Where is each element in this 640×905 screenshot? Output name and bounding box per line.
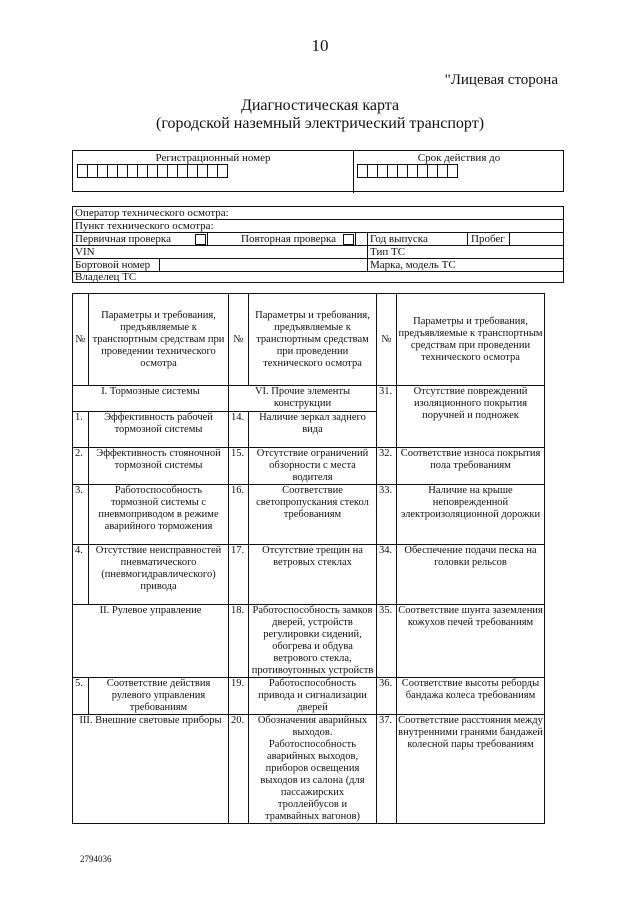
operator-info-block — [72, 206, 564, 283]
item-number: 35. — [377, 605, 397, 678]
digit-cell[interactable] — [447, 164, 458, 178]
param-header: Параметры и требования, предъявляемые к транспортным средствам при проведении технического осмотра — [89, 294, 229, 386]
document-subtitle: (городской наземный электрический транспорт) — [155, 115, 485, 132]
reg-number-cells[interactable] — [77, 164, 227, 178]
item-number: 32. — [377, 448, 397, 485]
item-number: 33. — [377, 485, 397, 545]
table-header-row — [73, 294, 545, 386]
vin-label: VIN — [75, 246, 95, 258]
vehicle-type-label: Тип ТС — [370, 246, 406, 258]
item-number: 19. — [229, 678, 249, 715]
section-heading: I. Тормозные системы — [73, 386, 229, 412]
item-text: Соответствие шунта заземления кожухов печей требованиям — [397, 605, 545, 678]
item-number: 4. — [73, 545, 89, 605]
table-row — [73, 545, 545, 605]
item-number: 5. — [73, 678, 89, 715]
registration-block — [72, 150, 564, 192]
item-number: 36. — [377, 678, 397, 715]
item-number: 1. — [73, 412, 89, 448]
table-row — [73, 678, 545, 715]
item-text: Соответствие высоты реборды бандажа колеса требованиям — [397, 678, 545, 715]
table-row — [73, 715, 545, 824]
valid-until-label: Срок действия до — [417, 152, 501, 164]
item-text: Обеспечение подачи песка на головки рельсов — [397, 545, 545, 605]
check-row — [73, 233, 563, 246]
item-text: Работоспособность замков дверей, устройств регулировки сидений, обогрева и обдува ветрового стекла, противоугонных устройств — [249, 605, 377, 678]
item-text: Работоспособность тормозной системы с пневмоприводом в режиме аварийного торможения — [89, 485, 229, 545]
reg-number-label: Регистрационный номер — [155, 152, 271, 164]
item-text: Наличие зеркал заднего вида — [249, 412, 377, 448]
table-row — [73, 448, 545, 485]
item-text: Отсутствие неисправностей пневматического (пневмогидравлического) привода — [89, 545, 229, 605]
item-text: Обозначения аварийных выходов. Работоспособность аварийных выходов, приборов освещения выходов из салона (для пассажирских троллейбусов и трамвайных вагонов) — [249, 715, 377, 824]
item-number: 34. — [377, 545, 397, 605]
num-header: № — [377, 294, 397, 386]
item-text: Работоспособность привода и сигнализации дверей — [249, 678, 377, 715]
operator-row — [73, 207, 563, 220]
operator-label: Оператор технического осмотра: — [75, 207, 229, 219]
item-number: 14. — [229, 412, 249, 448]
item-number: 17. — [229, 545, 249, 605]
item-number: 16. — [229, 485, 249, 545]
station-row — [73, 220, 563, 233]
table-row — [73, 485, 545, 545]
make-model-label: Марка, модель ТС — [370, 259, 456, 271]
item-text: Наличие на крыше неповрежденной электроизоляционной дорожки — [397, 485, 545, 545]
mileage-label: Пробег — [471, 233, 505, 245]
table-row — [73, 386, 545, 412]
item-number: 20. — [229, 715, 249, 824]
repeat-check-box[interactable] — [343, 234, 354, 245]
section-heading: VI. Прочие элементы конструкции — [229, 386, 377, 412]
primary-check-label: Первичная проверка — [75, 233, 171, 245]
side-label: "Лицевая сторона — [444, 72, 558, 88]
item-number: 15. — [229, 448, 249, 485]
footer-code: 2794036 — [80, 854, 112, 864]
item-text: Отсутствие повреждений изоляционного покрытия поручней и подножек — [397, 386, 545, 448]
section-heading: III. Внешние световые приборы — [73, 715, 229, 824]
item-number: 37. — [377, 715, 397, 824]
board-number-label: Бортовой номер — [75, 259, 151, 271]
repeat-check-label: Повторная проверка — [241, 233, 337, 245]
owner-label: Владелец ТС — [75, 271, 137, 283]
param-header: Параметры и требования, предъявляемые к транспортным средствам при проведении технического осмотра — [397, 294, 545, 386]
section-heading: II. Рулевое управление — [73, 605, 229, 678]
item-number: 31. — [377, 386, 397, 448]
valid-until-cells[interactable] — [357, 164, 457, 178]
primary-check-box[interactable] — [195, 234, 206, 245]
board-number-row — [73, 259, 563, 272]
digit-cell[interactable] — [217, 164, 228, 178]
page-number: 10 — [311, 36, 329, 55]
item-text: Соответствие износа покрытия пола требованиям — [397, 448, 545, 485]
num-header: № — [73, 294, 89, 386]
item-text: Соответствие расстояния между внутренними гранями бандажей колесной пары требованиям — [397, 715, 545, 824]
document-title: Диагностическая карта — [240, 97, 400, 114]
item-number: 18. — [229, 605, 249, 678]
item-number: 2. — [73, 448, 89, 485]
item-text: Соответствие светопропускания стекол требованиям — [249, 485, 377, 545]
year-label: Год выпуска — [370, 233, 428, 245]
station-label: Пункт технического осмотра: — [75, 220, 214, 232]
item-text: Соответствие действия рулевого управления требованиям — [89, 678, 229, 715]
item-number: 3. — [73, 485, 89, 545]
table-row — [73, 605, 545, 678]
item-text: Отсутствие ограничений обзорности с места водителя — [249, 448, 377, 485]
parameters-table — [72, 293, 545, 824]
item-text: Отсутствие трещин на ветровых стеклах — [249, 545, 377, 605]
param-header: Параметры и требования, предъявляемые к транспортным средствам при проведении технического осмотра — [249, 294, 377, 386]
owner-row — [73, 272, 563, 283]
item-text: Эффективность стояночной тормозной системы — [89, 448, 229, 485]
num-header: № — [229, 294, 249, 386]
vin-row — [73, 246, 563, 259]
item-text: Эффективность рабочей тормозной системы — [89, 412, 229, 448]
